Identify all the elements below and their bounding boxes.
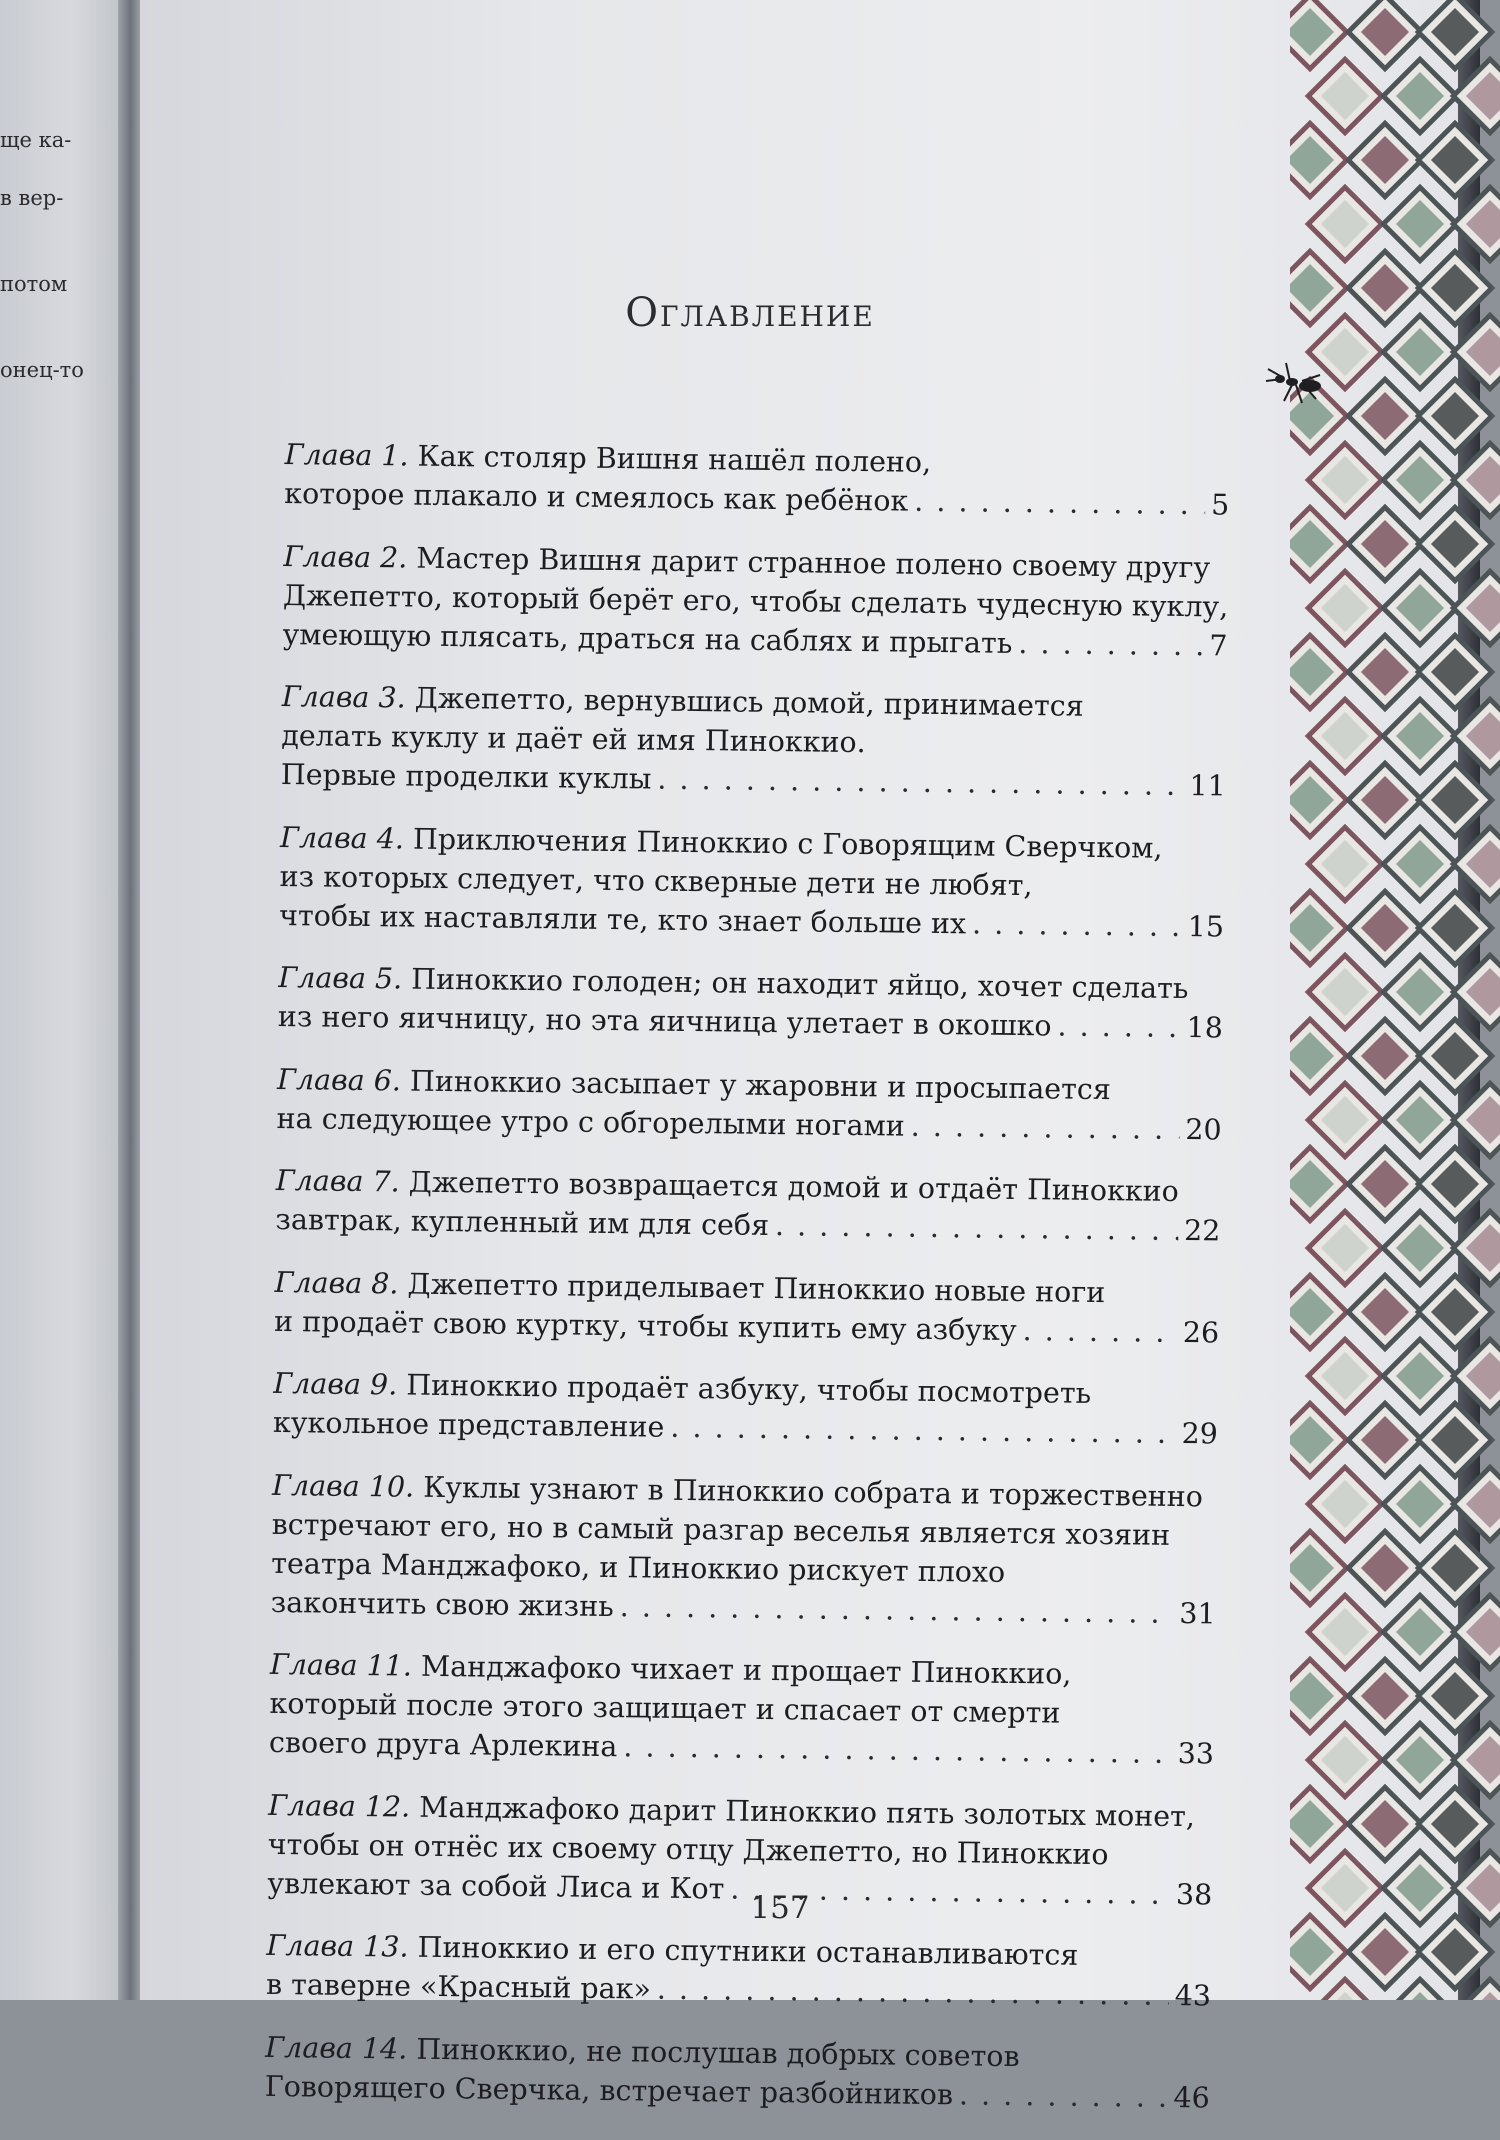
decorative-diamond (1453, 827, 1500, 901)
decorative-diamond (1453, 1595, 1500, 1669)
toc-entry (271, 1465, 1218, 1633)
toc-entry-text (271, 1546, 1005, 1588)
toc-page-number: 15 (1187, 909, 1225, 944)
decorative-diamond (1290, 1787, 1347, 1861)
dot-leader (657, 1970, 1169, 2015)
toc-entry-text (282, 614, 1012, 662)
chapter-label: Глава 1. (284, 437, 409, 473)
decorative-diamond (1290, 1915, 1347, 1989)
chapter-title-line: Манджафоко чихает и прощает Пиноккио, (420, 1649, 1072, 1691)
decorative-diamond (1308, 955, 1382, 1029)
left-page-text-fragment: ще ка- (0, 128, 72, 152)
toc-page-number: 31 (1179, 1596, 1216, 1630)
chapter-title-line: умеющую плясать, драться на саблях и прыгать (282, 617, 1013, 660)
decorative-diamond (1383, 1083, 1457, 1157)
chapter-title-line: Джепетто приделывает Пиноккио новые ноги (407, 1267, 1106, 1309)
decorative-diamond (1308, 1083, 1382, 1157)
decorative-diamond (1418, 635, 1492, 709)
toc-entry-text (276, 1098, 905, 1145)
chapter-label: Глава 12. (268, 1788, 411, 1824)
decorative-diamond (1290, 123, 1347, 197)
toc-page-number: 18 (1186, 1011, 1224, 1045)
decorative-diamond (1348, 1403, 1422, 1477)
dot-leader (657, 760, 1184, 805)
decorative-diamond (1348, 1147, 1422, 1221)
decorative-diamond (1418, 1659, 1492, 1733)
chapter-title-line: Мастер Вишня дарит странное полено своему другу (416, 541, 1211, 584)
chapter-title-line: Как столяр Вишня нашёл полено, (417, 439, 932, 479)
toc-entry-text (274, 1301, 1017, 1349)
decorative-diamond (1290, 1147, 1347, 1221)
decorative-diamond (1348, 1531, 1422, 1605)
toc-entry-text (275, 1200, 769, 1245)
toc-entry (275, 1161, 1221, 1251)
chapter-title-line: Говорящего Сверчка, встречает разбойников (264, 2069, 954, 2111)
decorative-diamond (1348, 1659, 1422, 1733)
toc-page-number: 22 (1183, 1214, 1221, 1248)
toc-entry (281, 677, 1227, 806)
decorative-diamond (1453, 1211, 1500, 1285)
dot-leader (623, 1727, 1172, 1773)
toc-page-number: 7 (1209, 628, 1228, 663)
toc-entry-text (266, 1929, 1078, 1972)
decorative-diamond (1290, 0, 1347, 69)
decorative-diamond (1308, 1211, 1382, 1285)
decorative-diamond (1418, 891, 1492, 965)
toc-page-number: 20 (1185, 1112, 1222, 1146)
chapter-title-line: из него яичницу, но эта яичница улетает в окошко (277, 999, 1052, 1043)
toc-page-number: 33 (1177, 1737, 1215, 1771)
toc-entry-text (279, 859, 1032, 901)
toc-entry-text (266, 1965, 651, 2009)
chapter-title-line: на следующее утро с обгорелыми ногами (276, 1101, 905, 1143)
toc-entry (274, 1262, 1220, 1352)
decorative-diamond (1308, 187, 1382, 261)
toc-page-number: 11 (1189, 769, 1226, 803)
chapter-title-line: увлекают за собой Лиса и Кот (267, 1866, 725, 1905)
dot-leader (619, 1587, 1173, 1633)
decorative-diamond (1348, 1275, 1422, 1349)
decorative-diamond (1348, 379, 1422, 453)
decorative-diamond (1418, 763, 1492, 837)
chapter-title-line: Манджафоко дарит Пиноккио пять золотых монет, (419, 1790, 1196, 1833)
chapter-title-line: своего друга Арлекина (268, 1725, 618, 1764)
toc-page-number: 26 (1182, 1315, 1220, 1349)
decorative-diamond (1308, 59, 1382, 133)
chapter-title-line: делать куклу и даёт ей имя Пиноккио. (281, 718, 866, 760)
chapter-label: Глава 3. (281, 679, 406, 715)
chapter-title-line: Первые проделки куклы (280, 757, 652, 796)
decorative-diamond (1383, 955, 1457, 1029)
decorative-diamond (1383, 1595, 1457, 1669)
chapter-title-line: завтрак, купленный им для себя (275, 1202, 770, 1242)
chapter-title-line: кукольное представление (272, 1405, 665, 1444)
left-page-text-fragment: онец-то (0, 358, 84, 382)
chapter-title-line: Приключения Пиноккио с Говорящим Сверчком, (412, 822, 1163, 865)
chapter-title-line: Джепетто возвращается домой и отдаёт Пиноккио (408, 1165, 1180, 1208)
chapter-title-line: встречают его, но в самый разгар веселья является хозяин (271, 1507, 1171, 1552)
chapter-title-line: Пиноккио и его спутники останавливаются (417, 1930, 1079, 1972)
dot-leader (959, 2075, 1168, 2117)
toc-page-number: 29 (1181, 1417, 1219, 1451)
toc-entry (279, 817, 1225, 946)
decorative-diamond (1383, 699, 1457, 773)
decorative-diamond (1308, 1339, 1382, 1413)
toc-entry-text (269, 1723, 618, 1766)
decorative-diamond (1308, 1595, 1382, 1669)
decorative-diamond (1418, 1787, 1492, 1861)
chapter-title-line: и продаёт свою куртку, чтобы купить ему азбуку (273, 1304, 1017, 1347)
decorative-diamond (1383, 59, 1457, 133)
chapter-title-line: закончить свою жизнь (270, 1585, 614, 1623)
decorative-diamond (1418, 1403, 1492, 1477)
dot-leader (972, 904, 1182, 946)
chapter-label: Глава 10. (271, 1468, 415, 1504)
chapter-title-line: театра Манджафоко, и Пиноккио рискует плохо (271, 1546, 1006, 1589)
toc-entry-text (270, 1648, 1072, 1691)
decorative-diamond (1348, 763, 1422, 837)
chapter-title-line: Пиноккио голоден; он находит яйцо, хочет сделать (411, 962, 1189, 1006)
toc-entry (266, 1926, 1212, 2016)
chapter-title-line: в таверне «Красный рак» (265, 1967, 652, 2006)
dot-leader (1018, 623, 1204, 664)
decorative-diamond (1453, 571, 1500, 645)
toc-page-number: 43 (1174, 1978, 1212, 2013)
toc-entry (284, 435, 1230, 525)
decorative-diamond (1453, 955, 1500, 1029)
left-page-text-fragment: потом (0, 272, 68, 296)
decorative-diamond (1418, 507, 1492, 581)
decorative-diamond (1418, 1147, 1492, 1221)
dot-leader (670, 1408, 1176, 1453)
chapter-label: Глава 5. (278, 960, 403, 996)
decorative-diamond (1290, 635, 1347, 709)
chapter-title-line: Куклы узнают в Пиноккио собрата и торжественно (423, 1470, 1204, 1513)
page-title: Оглавление (625, 290, 875, 336)
decorative-diamond (1383, 187, 1457, 261)
toc-entry (276, 1059, 1222, 1149)
left-page-text-fragment: в вер- (0, 186, 64, 210)
chapter-title-line: Джепетто, вернувшись домой, принимается (414, 681, 1084, 723)
decorative-diamond (1290, 1531, 1347, 1605)
decorative-diamond (1348, 1915, 1422, 1989)
decorative-diamond (1308, 1467, 1382, 1541)
decorative-diamond (1418, 1019, 1492, 1093)
dot-leader (1022, 1311, 1177, 1352)
dot-leader (914, 482, 1205, 525)
decorative-diamond (1453, 1723, 1500, 1797)
decorative-diamond (1308, 571, 1382, 645)
toc-entry-text (273, 1403, 665, 1447)
decorative-diamond (1383, 1467, 1457, 1541)
decorative-diamond (1453, 59, 1500, 133)
decorative-diamond (1290, 1403, 1347, 1477)
chapter-title-line: которое плакало и смеялось как ребёнок (284, 476, 909, 518)
chapter-title-line: чтобы он отнёс их своему отцу Джепетто, но Пиноккио (267, 1827, 1109, 1871)
decorative-diamond (1383, 571, 1457, 645)
dot-leader (911, 1106, 1180, 1148)
chapter-label: Глава 8. (274, 1265, 399, 1300)
toc-entry (278, 958, 1224, 1048)
decorative-diamond (1308, 827, 1382, 901)
chapter-label: Глава 11. (269, 1647, 413, 1683)
chapter-label: Глава 9. (273, 1366, 398, 1402)
chapter-title-line: который после этого защищает и спасает от смерти (269, 1686, 1061, 1730)
decorative-diamond (1453, 699, 1500, 773)
decorative-diamond (1418, 0, 1492, 69)
decorative-diamond (1453, 443, 1500, 517)
decorative-diamond (1383, 443, 1457, 517)
toc-entry-text (284, 474, 908, 521)
decorative-diamond (1308, 699, 1382, 773)
decorative-diamond (1348, 507, 1422, 581)
chapter-label: Глава 2. (283, 539, 408, 575)
toc-page-number: 38 (1175, 1877, 1213, 1911)
toc-entry-text (279, 895, 966, 942)
decorative-diamond (1453, 1339, 1500, 1413)
decorative-diamond (1453, 1467, 1500, 1541)
ant-illustration (1262, 355, 1342, 415)
decorative-diamond (1418, 1915, 1492, 1989)
toc-entry-text (269, 1687, 1060, 1730)
chapter-label: Глава 14. (265, 2030, 408, 2066)
toc-entry-text (265, 2030, 1020, 2072)
decorative-diamond (1418, 379, 1492, 453)
toc-page-number: 46 (1173, 2080, 1210, 2114)
decorative-diamond (1383, 1723, 1457, 1797)
decorative-diamond (1348, 635, 1422, 709)
decorative-diamond (1348, 123, 1422, 197)
toc-entry-text (281, 755, 652, 799)
toc-entry-text (278, 997, 1052, 1045)
toc-page-number: 5 (1210, 488, 1230, 522)
chapter-title-line: из которых следует, что скверные дети не любят, (279, 859, 1033, 902)
decorative-diamond (1383, 1211, 1457, 1285)
decorative-diamond (1290, 763, 1347, 837)
toc-entry (273, 1364, 1219, 1454)
decorative-diamond (1348, 0, 1422, 69)
decorative-diamond (1290, 1019, 1347, 1093)
toc-entry (282, 536, 1228, 665)
table-of-contents (264, 435, 1230, 2140)
chapter-title-line: Пиноккио засыпает у жаровни и просыпается (409, 1064, 1112, 1106)
decorative-diamond (1418, 123, 1492, 197)
toc-entry-text (285, 438, 932, 479)
toc-entry (265, 2027, 1211, 2117)
toc-entry-text (265, 2066, 954, 2113)
decorative-diamond (1453, 1083, 1500, 1157)
chapter-label: Глава 13. (266, 1928, 409, 1964)
dot-leader (775, 1206, 1179, 1250)
decorative-diamond (1290, 1659, 1347, 1733)
decorative-diamond (1418, 1531, 1492, 1605)
chapter-title-line: чтобы их наставляли те, кто знает больше их (278, 898, 967, 940)
chapter-title-line: Пиноккио продаёт азбуку, чтобы посмотреть (406, 1368, 1092, 1410)
chapter-title-line: Джепетто, который берёт его, чтобы сделать чудесную куклу, (282, 578, 1229, 624)
decorative-diamond (1348, 891, 1422, 965)
decorative-diamond (1308, 443, 1382, 517)
decorative-diamond (1290, 1275, 1347, 1349)
toc-entry-text (281, 719, 866, 759)
decorative-diamond (1308, 1723, 1382, 1797)
chapter-label: Глава 7. (275, 1163, 400, 1199)
page-number: 157 (750, 1890, 810, 1926)
decorative-diamond (1383, 827, 1457, 901)
decorative-diamond (1453, 187, 1500, 261)
decorative-diamond (1418, 1275, 1492, 1349)
chapter-label: Глава 4. (279, 820, 405, 855)
decorative-diamond (1348, 1787, 1422, 1861)
decorative-diamond (1348, 1019, 1422, 1093)
decorative-diamond (1290, 891, 1347, 965)
toc-entry (269, 1645, 1215, 1774)
decorative-diamond (1290, 507, 1347, 581)
toc-entry-text (282, 680, 1084, 723)
dot-leader (1057, 1006, 1180, 1047)
decorative-diamond (1383, 1339, 1457, 1413)
chapter-label: Глава 6. (276, 1062, 402, 1097)
toc-entry-text (271, 1582, 614, 1625)
chapter-title-line: Пиноккио, не послушав добрых советов (416, 2032, 1020, 2073)
